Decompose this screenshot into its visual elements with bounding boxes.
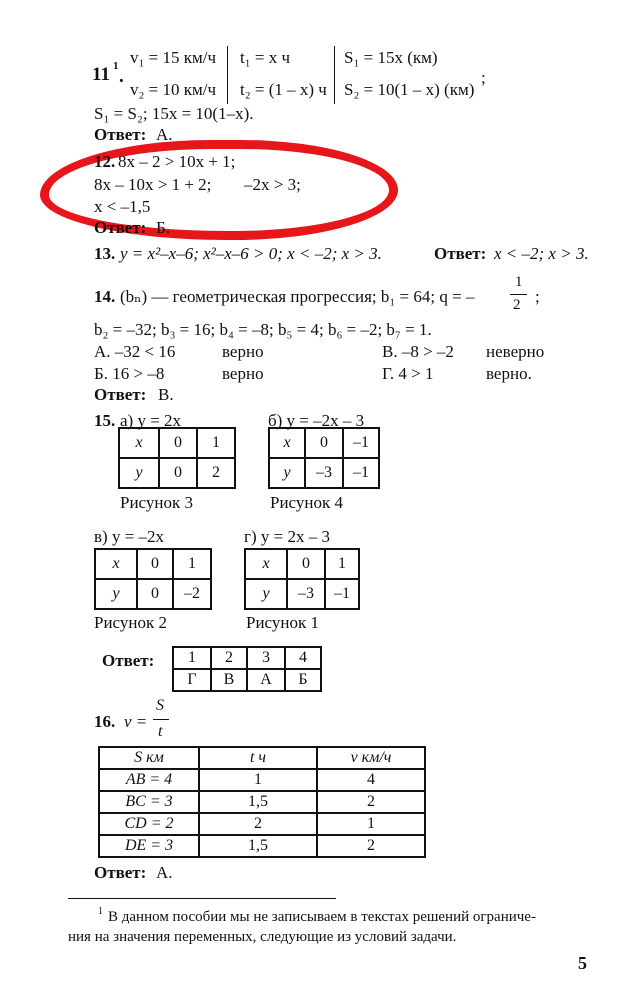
table-cell: CD = 2 — [99, 813, 199, 835]
time-1: t₁ = x ч — [240, 48, 291, 67]
table-cell: Г — [173, 669, 211, 691]
speed-1: v₁ = 15 км/ч — [130, 48, 217, 67]
table-cell: 2 — [317, 835, 425, 857]
table-cell: 3 — [247, 647, 285, 669]
table-cell: BC = 3 — [99, 791, 199, 813]
option-a-result: верно — [222, 342, 264, 361]
table-cell: 1 — [317, 813, 425, 835]
value-table-b — [268, 427, 380, 489]
table-cell: 2 — [197, 458, 235, 488]
value-table-g — [244, 548, 360, 610]
problem-dot: . — [119, 66, 124, 87]
divider — [227, 46, 228, 104]
equation-line: S₁ = S₂; 15x = 10(1–x). — [94, 104, 254, 123]
table-cell: y — [95, 579, 137, 609]
table-cell: 0 — [137, 549, 173, 579]
fraction-bar — [153, 719, 169, 720]
fraction-denominator: t — [158, 723, 163, 740]
inequality-line: 8x – 10x > 1 + 2; — [94, 175, 212, 194]
table-cell: 1,5 — [199, 791, 317, 813]
table-cell: А — [247, 669, 285, 691]
progression-terms: b₂ = –32; b₃ = 16; b₄ = –8; b₅ = 4; b₆ = –2; b₇ = 1. — [94, 320, 432, 339]
answer-label: Ответ: — [94, 125, 147, 144]
answer-value: Б. — [156, 218, 171, 237]
answer-label: Ответ: — [94, 218, 147, 237]
speed-table — [98, 746, 426, 858]
figure-caption: Рисунок 1 — [246, 613, 319, 632]
table-cell: –1 — [325, 579, 359, 609]
inequality-line: 8x – 2 > 10x + 1; — [118, 152, 236, 171]
table-cell: –1 — [343, 458, 379, 488]
table-cell: –3 — [305, 458, 343, 488]
option-a: А. –32 < 16 — [94, 342, 176, 361]
table-cell: 0 — [159, 428, 197, 458]
answer-label: Ответ: — [94, 863, 147, 882]
footnote-separator — [68, 898, 336, 899]
function-b-label: б) y = –2x – 3 — [268, 411, 365, 430]
fraction-bar — [510, 294, 527, 295]
table-cell: 1 — [199, 769, 317, 791]
table-cell: x — [245, 549, 287, 579]
table-cell: x — [269, 428, 305, 458]
semicolon: ; — [535, 287, 540, 306]
distance-1: S₁ = 15x (км) — [344, 48, 438, 67]
value-table-a — [118, 427, 236, 489]
problem-number: 12. — [94, 152, 116, 171]
problem-number: 16. — [94, 712, 116, 731]
option-g: Г. 4 > 1 — [382, 364, 434, 383]
table-header: S км — [99, 747, 199, 769]
table-cell: 1,5 — [199, 835, 317, 857]
table-cell: 2 — [199, 813, 317, 835]
table-cell: В — [211, 669, 247, 691]
distance-2: S₂ = 10(1 – x) (км) — [344, 80, 475, 99]
fraction-denominator: 2 — [513, 297, 521, 313]
answer-label: Ответ: — [102, 651, 155, 670]
speed-2: v₂ = 10 км/ч — [130, 80, 217, 99]
function-g-label: г) y = 2x – 3 — [244, 527, 330, 546]
answer-table — [172, 646, 322, 692]
table-cell: –3 — [287, 579, 325, 609]
problem-number: 14. — [94, 287, 116, 306]
answer-value: x < –2; x > 3. — [494, 244, 589, 263]
table-cell: 1 — [197, 428, 235, 458]
problem-number: 13. — [94, 244, 116, 263]
option-b-result: верно — [222, 364, 264, 383]
table-cell: 0 — [305, 428, 343, 458]
table-cell: 4 — [317, 769, 425, 791]
answer-label: Ответ: — [434, 244, 487, 263]
option-v-result: неверно — [486, 342, 545, 361]
divider — [334, 46, 335, 104]
footnote-line: В данном пособии мы не записываем в текстах решений ограниче- — [108, 909, 536, 925]
table-cell: –1 — [343, 428, 379, 458]
table-cell: –2 — [173, 579, 211, 609]
semicolon: ; — [481, 68, 486, 87]
answer-value: В. — [158, 385, 174, 404]
option-g-result: верно. — [486, 364, 532, 383]
table-cell: 0 — [159, 458, 197, 488]
solution-line: x < –1,5 — [94, 197, 151, 216]
table-cell: 1 — [173, 549, 211, 579]
table-cell: 2 — [317, 791, 425, 813]
function-a-label: а) y = 2x — [120, 411, 182, 430]
table-cell: 0 — [137, 579, 173, 609]
table-header: t ч — [199, 747, 317, 769]
table-cell: 4 — [285, 647, 321, 669]
problem-number: 15. — [94, 411, 116, 430]
page-number: 5 — [578, 953, 587, 973]
table-cell: 2 — [211, 647, 247, 669]
function-v-label: в) y = –2x — [94, 527, 165, 546]
footnote-mark: 1 — [98, 906, 103, 917]
table-cell: DE = 3 — [99, 835, 199, 857]
answer-label: Ответ: — [94, 385, 147, 404]
problem-number: 11 — [92, 64, 110, 85]
formula-lhs: v = — [124, 712, 148, 731]
table-cell: AB = 4 — [99, 769, 199, 791]
value-table-v — [94, 548, 212, 610]
table-cell: x — [95, 549, 137, 579]
inequality-line: –2x > 3; — [244, 175, 301, 194]
table-header: v км/ч — [317, 747, 425, 769]
table-cell: 1 — [173, 647, 211, 669]
figure-caption: Рисунок 4 — [270, 493, 343, 512]
table-cell: 1 — [325, 549, 359, 579]
fraction-numerator: S — [156, 697, 164, 714]
figure-caption: Рисунок 2 — [94, 613, 167, 632]
problem-text: (bₙ) — геометрическая прогрессия; b₁ = 64; q = – — [120, 287, 475, 306]
footnote-ref: 1 — [113, 60, 119, 72]
fraction-numerator: 1 — [515, 274, 523, 290]
answer-value: А. — [156, 863, 173, 882]
table-cell: y — [119, 458, 159, 488]
table-cell: y — [269, 458, 305, 488]
footnote-line: ния на значения переменных, следующие из условий задачи. — [68, 929, 457, 945]
time-2: t₂ = (1 – x) ч — [240, 80, 327, 99]
table-cell: 0 — [287, 549, 325, 579]
table-cell: Б — [285, 669, 321, 691]
option-v: В. –8 > –2 — [382, 342, 454, 361]
answer-value: А. — [156, 125, 173, 144]
problem-text: y = x²–x–6; x²–x–6 > 0; x < –2; x > 3. — [120, 244, 382, 263]
table-cell: y — [245, 579, 287, 609]
figure-caption: Рисунок 3 — [120, 493, 193, 512]
option-b: Б. 16 > –8 — [94, 364, 165, 383]
table-cell: x — [119, 428, 159, 458]
